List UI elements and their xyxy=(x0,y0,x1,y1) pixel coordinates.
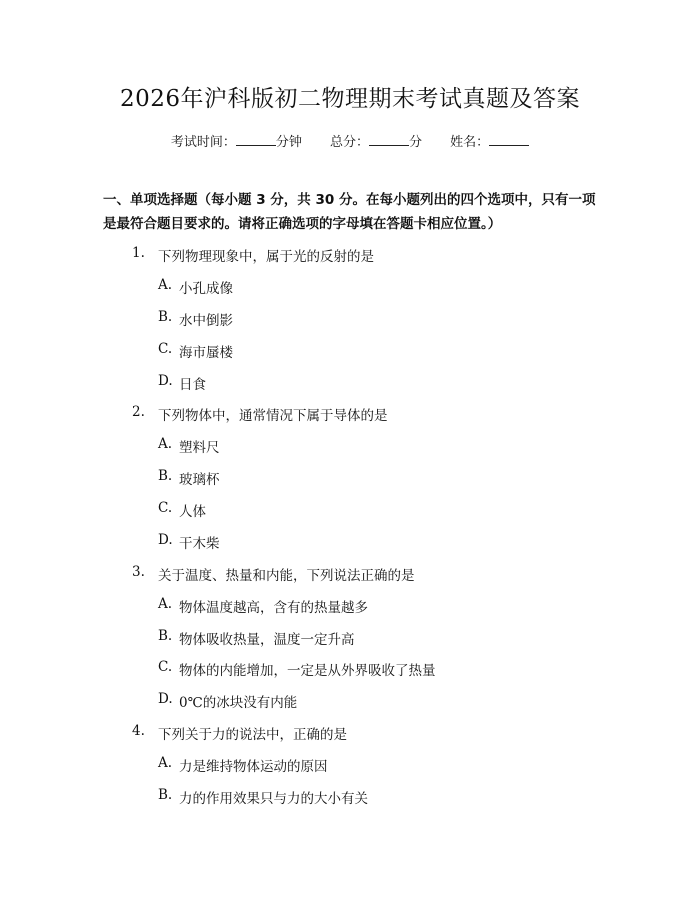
option-letter: B. xyxy=(158,628,173,644)
option-text: 干木柴 xyxy=(179,536,220,552)
option-text: 小孔成像 xyxy=(179,281,233,297)
exam-info-row xyxy=(0,131,700,150)
question-stem: 下列物理现象中，属于光的反射的是 xyxy=(158,249,374,265)
section-heading-line1: 一、单项选择题（每小题 3 分，共 30 分。在每小题列出的四个选项中，只有一项 xyxy=(103,192,596,208)
option-text: 海市蜃楼 xyxy=(179,345,233,361)
question-number: 3. xyxy=(132,564,145,580)
option-text: 力是维持物体运动的原因 xyxy=(179,759,328,775)
option-letter: A. xyxy=(158,755,173,771)
total-score-label: 总分： xyxy=(329,135,369,150)
option-letter: C. xyxy=(158,341,173,357)
option-text: 玻璃杯 xyxy=(179,472,220,488)
option-text: 水中倒影 xyxy=(179,313,233,329)
exam-time-blank xyxy=(236,145,276,146)
question-number: 2. xyxy=(132,404,145,420)
option-text: 物体的内能增加，一定是从外界吸收了热量 xyxy=(179,663,436,679)
student-name-field xyxy=(450,131,529,150)
question-stem: 关于温度、热量和内能，下列说法正确的是 xyxy=(158,568,415,584)
option-text: 物体吸收热量，温度一定升高 xyxy=(179,632,355,648)
option-text: 力的作用效果只与力的大小有关 xyxy=(179,791,368,807)
option-letter: D. xyxy=(158,373,173,389)
option-letter: B. xyxy=(158,468,173,484)
option-text: 人体 xyxy=(179,504,206,520)
option-letter: B. xyxy=(158,787,173,803)
total-score-blank xyxy=(369,145,409,146)
exam-time-field xyxy=(171,131,302,150)
option-letter: A. xyxy=(158,596,173,612)
exam-time-unit: 分钟 xyxy=(275,135,302,150)
student-name-blank xyxy=(489,145,529,146)
option-letter: D. xyxy=(158,691,173,707)
exam-title: 2026年沪科版初二物理期末考试真题及答案 xyxy=(119,86,581,112)
question-number: 1. xyxy=(132,245,145,261)
student-name-label: 姓名： xyxy=(450,135,490,150)
question-stem: 下列关于力的说法中，正确的是 xyxy=(158,727,347,743)
option-letter: C. xyxy=(158,500,173,516)
option-text: 物体温度越高，含有的热量越多 xyxy=(179,600,368,616)
question-stem: 下列物体中，通常情况下属于导体的是 xyxy=(158,408,388,424)
option-text: 0℃的冰块没有内能 xyxy=(179,695,298,711)
option-text: 塑料尺 xyxy=(179,440,220,456)
question-number: 4. xyxy=(132,723,145,739)
option-text: 日食 xyxy=(179,377,206,393)
option-letter: B. xyxy=(158,309,173,325)
exam-time-label: 考试时间： xyxy=(170,135,236,150)
option-letter: A. xyxy=(158,277,173,293)
option-letter: C. xyxy=(158,659,173,675)
section-heading-line2: 是最符合题目要求的。请将正确选项的字母填在答题卡相应位置。） xyxy=(103,216,502,232)
option-letter: A. xyxy=(158,436,173,452)
total-score-field xyxy=(330,131,422,150)
option-letter: D. xyxy=(158,532,173,548)
section-heading xyxy=(103,188,603,236)
total-score-unit: 分 xyxy=(409,135,423,150)
